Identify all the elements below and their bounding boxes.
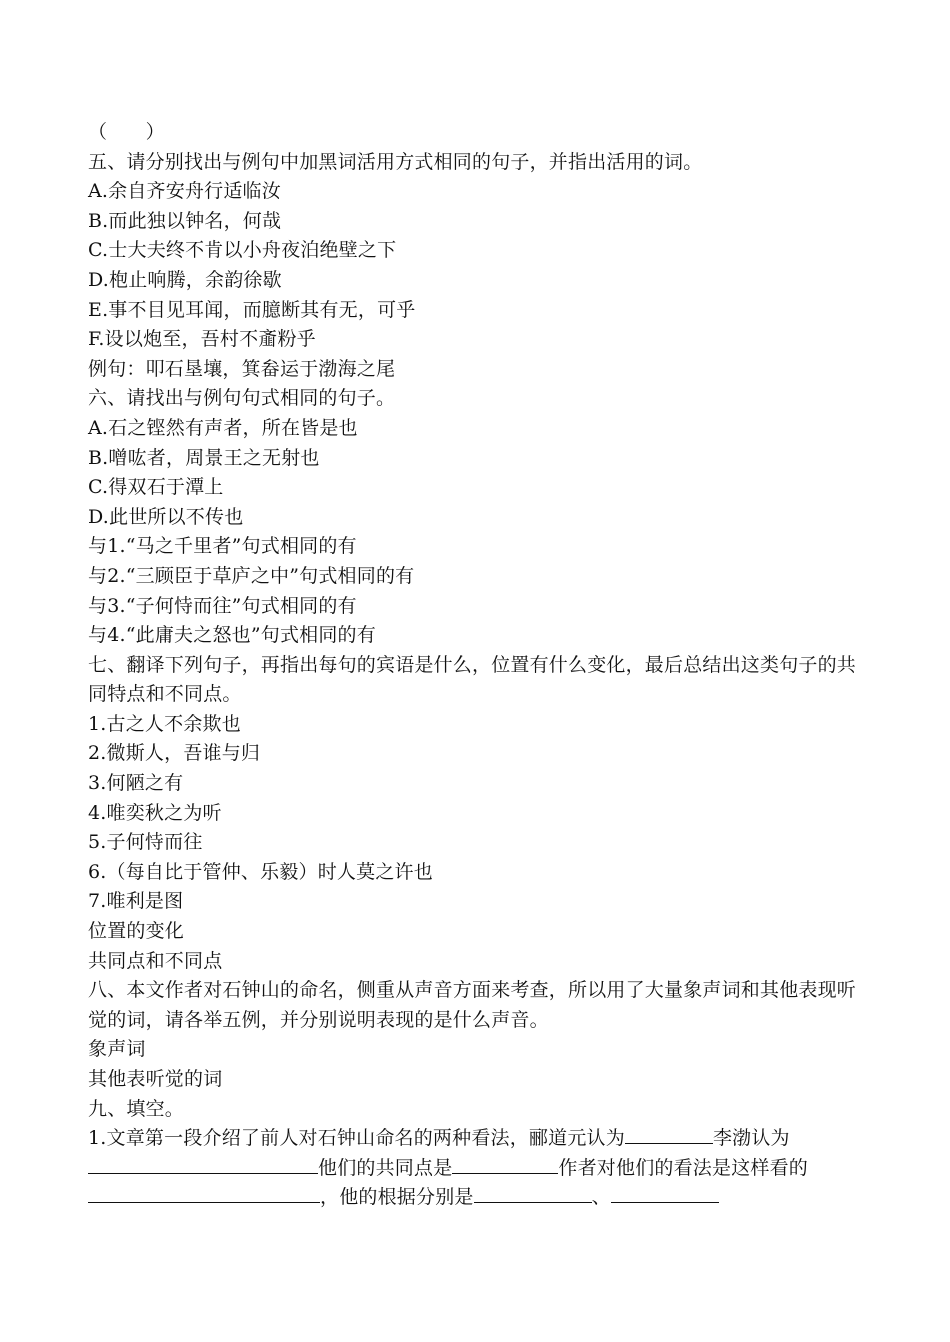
question-9-item-1 bbox=[88, 1124, 868, 1213]
question-5-option-a: A.余自齐安舟行适临汝 bbox=[88, 180, 281, 203]
question-9-text-6: 、 bbox=[591, 1186, 611, 1209]
question-7-item-5: 5.子何恃而往 bbox=[88, 831, 203, 854]
question-6-title: 六、请找出与例句句式相同的句子。 bbox=[88, 387, 396, 410]
question-7-position-label: 位置的变化 bbox=[88, 920, 185, 943]
question-6-sentence-1: 与1.“马之千里者”句式相同的有 bbox=[88, 535, 357, 558]
question-6-option-a: A.石之铿然有声者，所在皆是也 bbox=[88, 416, 358, 439]
answer-blank-author-view[interactable] bbox=[88, 1184, 320, 1203]
question-7-item-1: 1.古之人不余欺也 bbox=[88, 712, 241, 735]
question-9-text-2: 李渤认为 bbox=[712, 1127, 790, 1150]
question-6-sentence-2: 与2.“三顾臣于草庐之中”句式相同的有 bbox=[88, 564, 415, 587]
question-5-option-f: F.设以炮至，吾村不齑粉乎 bbox=[88, 328, 316, 351]
question-5-option-b: B.而此独以钟名，何哉 bbox=[88, 209, 282, 232]
question-8-title: 八、本文作者对石钟山的命名，侧重从声音方面来考查，所以用了大量象声词和其他表现听觉的词，请各举五例，并分别说明表现的是什么声音。 bbox=[88, 979, 857, 1031]
question-6-sentence-4: 与4.“此庸夫之怒也”句式相同的有 bbox=[88, 624, 376, 647]
question-5-option-e: E.事不目见耳闻，而臆断其有无，可乎 bbox=[88, 298, 416, 321]
question-6-option-b: B.噌吰者，周景王之无射也 bbox=[88, 446, 320, 469]
question-7-item-3: 3.何陋之有 bbox=[88, 772, 184, 795]
question-8-onomatopoeia-label: 象声词 bbox=[88, 1038, 146, 1061]
question-7-item-4: 4.唯奕秋之为听 bbox=[88, 801, 222, 824]
question-7-item-2: 2.微斯人，吾谁与归 bbox=[88, 742, 261, 765]
question-5-example: 例句：叩石垦壤，箕畚运于渤海之尾 bbox=[88, 357, 396, 380]
question-6-sentence-3: 与3.“子何恃而往”句式相同的有 bbox=[88, 594, 357, 617]
question-8-other-words-label: 其他表听觉的词 bbox=[88, 1068, 223, 1090]
question-9-text-4: 作者对他们的看法是这样看的 bbox=[558, 1156, 809, 1179]
question-9-text-5: ，他的根据分别是 bbox=[320, 1186, 474, 1209]
answer-blank-basis-2[interactable] bbox=[611, 1184, 719, 1203]
answer-parentheses: （ ） bbox=[88, 121, 165, 143]
answer-blank-li-daoyuan[interactable] bbox=[625, 1125, 713, 1144]
question-9-title: 九、填空。 bbox=[88, 1097, 185, 1120]
answer-blank-common-point[interactable] bbox=[452, 1155, 558, 1174]
question-6-option-c: C.得双石于潭上 bbox=[88, 476, 224, 499]
question-5-option-d: D.枹止响腾，余韵徐歇 bbox=[88, 268, 282, 291]
question-9-text-1: 1.文章第一段介绍了前人对石钟山命名的两种看法，郦道元认为 bbox=[88, 1127, 625, 1150]
answer-blank-basis-1[interactable] bbox=[474, 1184, 592, 1203]
question-7-title: 七、翻译下列句子，再指出每句的宾语是什么，位置有什么变化，最后总结出这类句子的共同特点和不同点。 bbox=[88, 653, 857, 706]
question-7-common-label: 共同点和不同点 bbox=[88, 949, 223, 972]
question-5-title: 五、请分别找出与例句中加黑词活用方式相同的句子，并指出活用的词。 bbox=[88, 150, 703, 173]
document-body bbox=[88, 118, 868, 1213]
question-7-item-6: 6.（每自比于管仲、乐毅）时人莫之许也 bbox=[88, 860, 433, 883]
question-6-option-d: D.此世所以不传也 bbox=[88, 505, 244, 528]
question-7-item-7: 7.唯利是图 bbox=[88, 890, 184, 913]
question-9-text-3: 他们的共同点是 bbox=[318, 1156, 453, 1179]
question-5-option-c: C.士大夫终不肯以小舟夜泊绝壁之下 bbox=[88, 239, 397, 262]
answer-blank-li-bo[interactable] bbox=[88, 1155, 318, 1174]
